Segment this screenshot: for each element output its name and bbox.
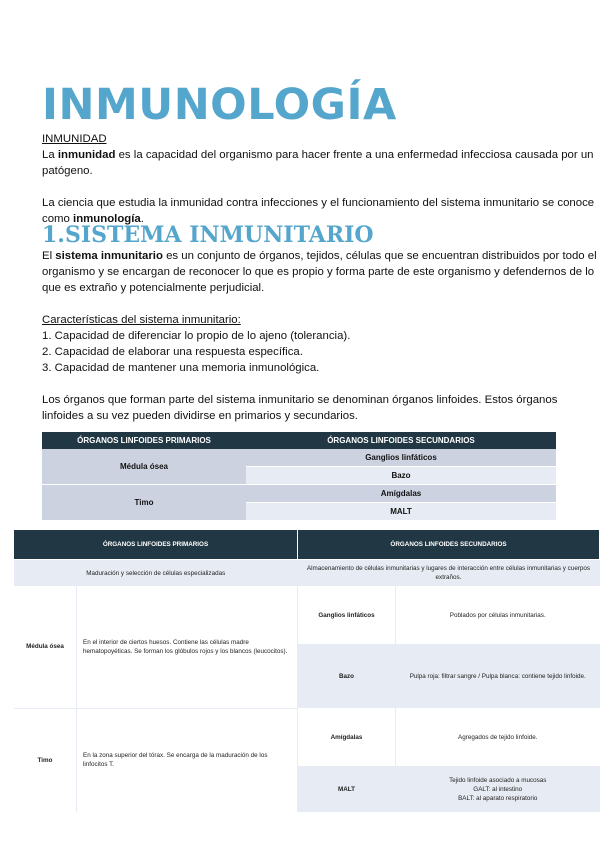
text-fragment: La ciencia que estudia la inmunidad contra infecciones y el funcionamiento del sistema inmunitario se conoce como — [42, 197, 595, 225]
primary-organ-desc: En el interior de ciertos huesos. Contiene las células madre hematopoyéticas. Se forman los glóbulos rojos y los blancos (leucocitos). — [77, 586, 298, 708]
text-fragment: . — [140, 213, 144, 225]
paragraph-inmunidad — [42, 147, 600, 179]
text-fragment: es un conjunto de órganos, tejidos, células que se encuentran distribuidos por todo el organismo y se encargan de reconocer lo que es propio y forma parte de este organismo y defendernos de lo que es extraño y potencialmente perjudicial. — [42, 250, 597, 294]
secondary-organ-desc: Poblados por células inmunitarias. — [396, 586, 600, 644]
secondary-organ-desc — [396, 766, 600, 812]
primary-organ-name: Timo — [14, 708, 77, 812]
primary-function: Maduración y selección de células especializadas — [14, 560, 298, 587]
secondary-organ: Ganglios linfáticos — [246, 449, 556, 467]
bold-term: sistema inmunitario — [55, 250, 163, 262]
table-header-secondary: ÓRGANOS LINFOIDES SECUNDARIOS — [298, 530, 600, 560]
table-header-secondary: ÓRGANOS LINFOIDES SECUNDARIOS — [246, 432, 556, 449]
features-title: Características del sistema inmunitario: — [42, 314, 241, 326]
section-heading-inmunidad: INMUNIDAD — [42, 133, 107, 145]
secondary-organ-name: Bazo — [298, 644, 396, 708]
secondary-organ-desc: Agregados de tejido linfoide. — [396, 708, 600, 766]
bold-term: inmunología — [73, 213, 141, 225]
paragraph-sistema — [42, 248, 600, 296]
table-header-primary: ÓRGANOS LINFOIDES PRIMARIOS — [42, 432, 246, 449]
malt-line: Tejido linfoide asociado a mucosas — [449, 776, 547, 784]
secondary-organ: Bazo — [246, 467, 556, 485]
secondary-organ: Amígdalas — [246, 485, 556, 503]
feature-item: 3. Capacidad de mantener una memoria inmunológica. — [42, 362, 320, 374]
malt-line: GALT: al intestino — [473, 785, 523, 793]
secondary-organ: MALT — [246, 503, 556, 521]
secondary-organ-name: Ganglios linfáticos — [298, 586, 396, 644]
organs-detail-table — [14, 530, 600, 812]
table-header-primary: ÓRGANOS LINFOIDES PRIMARIOS — [14, 530, 298, 560]
feature-item: 1. Capacidad de diferenciar lo propio de lo ajeno (tolerancia). — [42, 330, 351, 342]
section-sistema — [42, 248, 600, 424]
text-fragment: La — [42, 149, 58, 161]
primary-organ: Médula ósea — [42, 449, 246, 485]
paragraph-organos: Los órganos que forman parte del sistema inmunitario se denominan órganos linfoides. Estos órganos linfoides a su vez pueden dividirse en primarios y secundarios. — [42, 394, 558, 422]
text-fragment: El — [42, 250, 56, 262]
primary-organ: Timo — [42, 485, 246, 521]
section-heading-sistema: 1.SISTEMA INMUNITARIO — [42, 222, 374, 248]
section-inmunidad — [42, 131, 600, 227]
feature-item: 2. Capacidad de elaborar una respuesta específica. — [42, 346, 303, 358]
bold-term: inmunidad — [57, 149, 116, 161]
secondary-function: Almacenamiento de células inmunitarias y lugares de interacción entre células inmunitarias y cuerpos extraños. — [298, 560, 600, 587]
page-title: INMUNOLOGÍA — [42, 80, 397, 130]
secondary-organ-name: MALT — [298, 766, 396, 812]
organs-summary-table — [42, 432, 556, 521]
text-fragment: es la capacidad del organismo para hacer frente a una enfermedad infecciosa causada por un patógeno. — [42, 149, 594, 177]
primary-organ-desc: En la zona superior del tórax. Se encarga de la maduración de los linfocitos T. — [77, 708, 298, 812]
secondary-organ-desc: Pulpa roja: filtrar sangre / Pulpa blanca: contiene tejido linfoide. — [396, 644, 600, 708]
malt-line: BALT: al aparato respiratorio — [458, 794, 538, 802]
secondary-organ-name: Amígdalas — [298, 708, 396, 766]
primary-organ-name: Médula ósea — [14, 586, 77, 708]
